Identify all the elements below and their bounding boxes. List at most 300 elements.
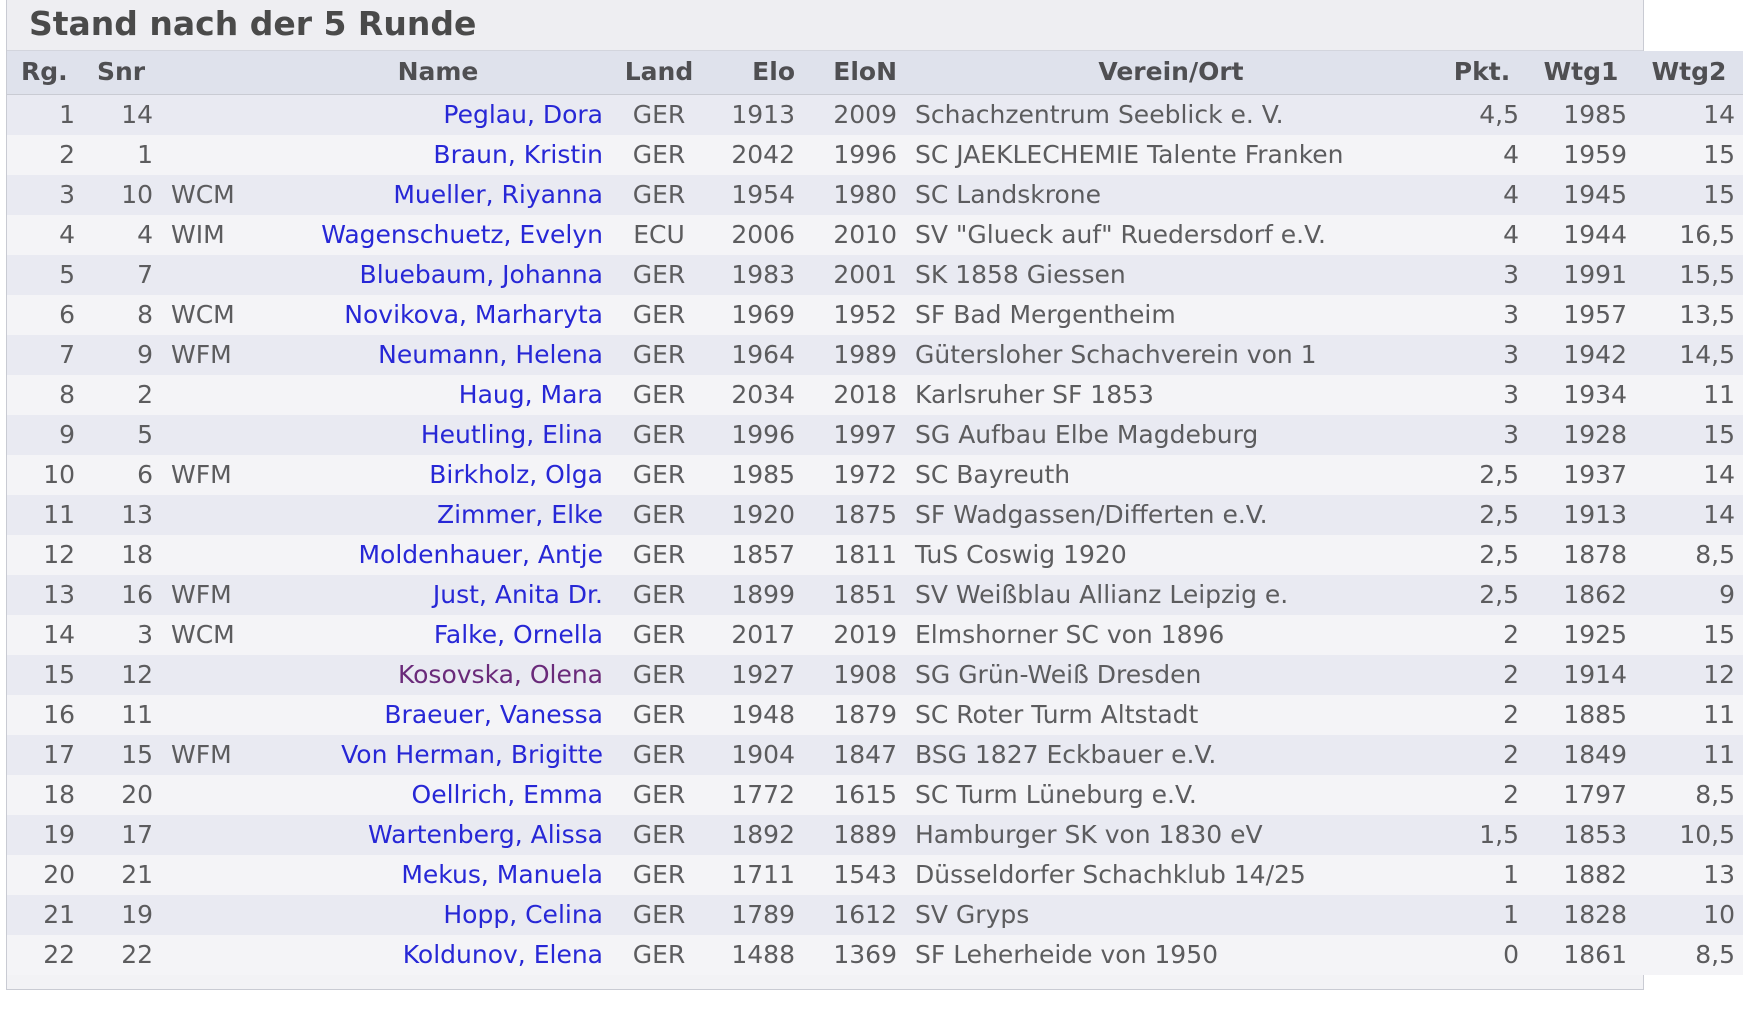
cell-wtg1: 1862: [1527, 575, 1635, 615]
column-header-name[interactable]: Name: [265, 51, 611, 95]
cell-elon: 1997: [803, 415, 905, 455]
cell-rank: 5: [7, 255, 83, 295]
cell-elon: 1369: [803, 935, 905, 975]
column-header-points[interactable]: Pkt.: [1437, 51, 1527, 95]
cell-elon: 1980: [803, 175, 905, 215]
cell-country: GER: [611, 695, 707, 735]
cell-rank: 2: [7, 135, 83, 175]
cell-points: 4,5: [1437, 95, 1527, 136]
table-row: [7, 655, 1743, 695]
table-row: [7, 295, 1743, 335]
cell-snr: 6: [83, 455, 161, 495]
cell-snr: 17: [83, 815, 161, 855]
cell-elo: 1857: [707, 535, 803, 575]
cell-wtg2: 14: [1635, 95, 1743, 136]
cell-wtg2: 15: [1635, 615, 1743, 655]
cell-name: [265, 535, 611, 575]
cell-points: 1: [1437, 855, 1527, 895]
cell-club: SV Gryps: [905, 895, 1437, 935]
cell-elon: 1908: [803, 655, 905, 695]
cell-title: [161, 655, 265, 695]
cell-wtg1: 1928: [1527, 415, 1635, 455]
cell-rank: 16: [7, 695, 83, 735]
cell-title: [161, 375, 265, 415]
cell-country: GER: [611, 135, 707, 175]
cell-title: [161, 415, 265, 455]
player-link[interactable]: Haug, Mara: [458, 380, 603, 409]
cell-elon: 1996: [803, 135, 905, 175]
player-link[interactable]: Zimmer, Elke: [436, 500, 603, 529]
player-link[interactable]: Bluebaum, Johanna: [359, 260, 603, 289]
cell-wtg2: 8,5: [1635, 535, 1743, 575]
table-body: [7, 95, 1743, 976]
cell-title: [161, 95, 265, 136]
cell-rank: 8: [7, 375, 83, 415]
cell-wtg2: 11: [1635, 375, 1743, 415]
cell-country: GER: [611, 935, 707, 975]
cell-rank: 17: [7, 735, 83, 775]
cell-elon: 1615: [803, 775, 905, 815]
cell-wtg2: 14: [1635, 495, 1743, 535]
cell-wtg1: 1882: [1527, 855, 1635, 895]
standings-panel: [6, 0, 1735, 990]
column-header-title[interactable]: [161, 51, 265, 95]
cell-elo: 1969: [707, 295, 803, 335]
cell-country: GER: [611, 495, 707, 535]
cell-wtg2: 13: [1635, 855, 1743, 895]
player-link[interactable]: Moldenhauer, Antje: [358, 540, 603, 569]
cell-name: [265, 815, 611, 855]
cell-name: [265, 375, 611, 415]
cell-snr: 14: [83, 95, 161, 136]
cell-points: 2: [1437, 775, 1527, 815]
cell-elon: 1875: [803, 495, 905, 535]
cell-elo: 1892: [707, 815, 803, 855]
cell-elon: 1972: [803, 455, 905, 495]
cell-title: [161, 895, 265, 935]
cell-wtg1: 1878: [1527, 535, 1635, 575]
cell-points: 3: [1437, 375, 1527, 415]
cell-wtg1: 1885: [1527, 695, 1635, 735]
cell-country: ECU: [611, 215, 707, 255]
cell-elo: 1983: [707, 255, 803, 295]
cell-country: GER: [611, 735, 707, 775]
table-row: [7, 135, 1743, 175]
cell-wtg2: 14,5: [1635, 335, 1743, 375]
cell-elo: 1899: [707, 575, 803, 615]
cell-rank: 10: [7, 455, 83, 495]
player-link[interactable]: Braeuer, Vanessa: [384, 700, 603, 729]
cell-points: 1: [1437, 895, 1527, 935]
cell-elo: 1964: [707, 335, 803, 375]
cell-rank: 13: [7, 575, 83, 615]
cell-club: SC Landskrone: [905, 175, 1437, 215]
cell-elo: 1954: [707, 175, 803, 215]
cell-elo: 1996: [707, 415, 803, 455]
cell-wtg2: 10,5: [1635, 815, 1743, 855]
cell-country: GER: [611, 615, 707, 655]
cell-elo: 2017: [707, 615, 803, 655]
table-row: [7, 335, 1743, 375]
cell-title: [161, 135, 265, 175]
cell-club: SC Roter Turm Altstadt: [905, 695, 1437, 735]
cell-title: [161, 935, 265, 975]
cell-country: GER: [611, 335, 707, 375]
cell-wtg1: 1934: [1527, 375, 1635, 415]
cell-elo: 1488: [707, 935, 803, 975]
cell-wtg1: 1945: [1527, 175, 1635, 215]
column-header-elo[interactable]: Elo: [707, 51, 803, 95]
cell-wtg2: 15: [1635, 135, 1743, 175]
cell-club: Hamburger SK von 1830 eV: [905, 815, 1437, 855]
cell-snr: 7: [83, 255, 161, 295]
cell-elon: 2001: [803, 255, 905, 295]
column-header-wtg2[interactable]: Wtg2: [1635, 51, 1743, 95]
cell-wtg1: 1849: [1527, 735, 1635, 775]
cell-name: [265, 415, 611, 455]
player-link[interactable]: Neumann, Helena: [378, 340, 603, 369]
table-row: [7, 455, 1743, 495]
cell-elon: 1879: [803, 695, 905, 735]
cell-club: SF Leherheide von 1950: [905, 935, 1437, 975]
table-row: [7, 255, 1743, 295]
cell-club: SV "Glueck auf" Ruedersdorf e.V.: [905, 215, 1437, 255]
player-link[interactable]: Heutling, Elina: [420, 420, 603, 449]
cell-elo: 1711: [707, 855, 803, 895]
cell-name: [265, 655, 611, 695]
cell-elon: 1989: [803, 335, 905, 375]
cell-wtg1: 1959: [1527, 135, 1635, 175]
cell-country: GER: [611, 295, 707, 335]
cell-name: [265, 615, 611, 655]
cell-wtg1: 1853: [1527, 815, 1635, 855]
cell-title: WCM: [161, 175, 265, 215]
cell-name: [265, 255, 611, 295]
table-row: [7, 895, 1743, 935]
cell-club: SG Aufbau Elbe Magdeburg: [905, 415, 1437, 455]
title-bar: [7, 0, 1643, 51]
cell-snr: 11: [83, 695, 161, 735]
table-row: [7, 695, 1743, 735]
cell-rank: 9: [7, 415, 83, 455]
header-row: [7, 51, 1743, 95]
cell-wtg2: 13,5: [1635, 295, 1743, 335]
column-header-country[interactable]: Land: [611, 51, 707, 95]
cell-name: [265, 215, 611, 255]
cell-title: WFM: [161, 735, 265, 775]
cell-rank: 14: [7, 615, 83, 655]
cell-name: [265, 335, 611, 375]
cell-snr: 18: [83, 535, 161, 575]
cell-title: [161, 535, 265, 575]
cell-snr: 9: [83, 335, 161, 375]
cell-snr: 5: [83, 415, 161, 455]
cell-club: Schachzentrum Seeblick e. V.: [905, 95, 1437, 136]
cell-wtg2: 10: [1635, 895, 1743, 935]
cell-elo: 1913: [707, 95, 803, 136]
cell-title: [161, 695, 265, 735]
player-link[interactable]: Koldunov, Elena: [402, 940, 603, 969]
cell-points: 0: [1437, 935, 1527, 975]
table-row: [7, 615, 1743, 655]
cell-points: 2,5: [1437, 575, 1527, 615]
page-title: Stand nach der 5 Runde: [29, 4, 477, 43]
cell-wtg1: 1991: [1527, 255, 1635, 295]
cell-elo: 1927: [707, 655, 803, 695]
cell-title: [161, 255, 265, 295]
cell-name: [265, 495, 611, 535]
cell-club: SK 1858 Giessen: [905, 255, 1437, 295]
cell-country: GER: [611, 535, 707, 575]
cell-wtg1: 1797: [1527, 775, 1635, 815]
cell-elon: 1811: [803, 535, 905, 575]
cell-name: [265, 135, 611, 175]
cell-points: 4: [1437, 175, 1527, 215]
cell-elon: 2010: [803, 215, 905, 255]
table-row: [7, 175, 1743, 215]
panel-footer-spacer: [7, 975, 1643, 989]
cell-wtg1: 1942: [1527, 335, 1635, 375]
cell-wtg2: 16,5: [1635, 215, 1743, 255]
column-header-snr[interactable]: Snr: [83, 51, 161, 95]
table-row: [7, 775, 1743, 815]
cell-points: 2,5: [1437, 495, 1527, 535]
cell-wtg2: 15: [1635, 175, 1743, 215]
cell-wtg1: 1828: [1527, 895, 1635, 935]
cell-name: [265, 575, 611, 615]
table-row: [7, 415, 1743, 455]
cell-snr: 12: [83, 655, 161, 695]
cell-rank: 18: [7, 775, 83, 815]
cell-snr: 3: [83, 615, 161, 655]
cell-wtg1: 1944: [1527, 215, 1635, 255]
cell-snr: 19: [83, 895, 161, 935]
cell-elo: 2006: [707, 215, 803, 255]
cell-country: GER: [611, 375, 707, 415]
cell-elo: 2042: [707, 135, 803, 175]
cell-points: 3: [1437, 335, 1527, 375]
cell-title: WIM: [161, 215, 265, 255]
cell-name: [265, 175, 611, 215]
cell-club: SC JAEKLECHEMIE Talente Franken: [905, 135, 1437, 175]
cell-country: GER: [611, 575, 707, 615]
cell-elon: 2019: [803, 615, 905, 655]
cell-wtg2: 12: [1635, 655, 1743, 695]
cell-rank: 21: [7, 895, 83, 935]
cell-points: 3: [1437, 415, 1527, 455]
cell-points: 4: [1437, 215, 1527, 255]
cell-elon: 1612: [803, 895, 905, 935]
cell-club: BSG 1827 Eckbauer e.V.: [905, 735, 1437, 775]
player-link[interactable]: Kosovska, Olena: [397, 660, 603, 689]
cell-points: 2: [1437, 615, 1527, 655]
table-header: [7, 51, 1743, 95]
cell-name: [265, 295, 611, 335]
player-link[interactable]: Birkholz, Olga: [429, 460, 603, 489]
cell-points: 3: [1437, 255, 1527, 295]
cell-rank: 3: [7, 175, 83, 215]
table-row: [7, 535, 1743, 575]
cell-elo: 1920: [707, 495, 803, 535]
cell-wtg2: 8,5: [1635, 775, 1743, 815]
cell-title: [161, 775, 265, 815]
cell-club: SF Wadgassen/Differten e.V.: [905, 495, 1437, 535]
player-link[interactable]: Just, Anita Dr.: [432, 580, 603, 609]
player-link[interactable]: Wagenschuetz, Evelyn: [321, 220, 603, 249]
cell-name: [265, 895, 611, 935]
cell-club: SG Grün-Weiß Dresden: [905, 655, 1437, 695]
cell-snr: 13: [83, 495, 161, 535]
cell-elo: 1772: [707, 775, 803, 815]
cell-club: Elmshorner SC von 1896: [905, 615, 1437, 655]
cell-club: Karlsruher SF 1853: [905, 375, 1437, 415]
cell-club: SC Turm Lüneburg e.V.: [905, 775, 1437, 815]
column-header-elon[interactable]: EloN: [803, 51, 905, 95]
cell-points: 2: [1437, 695, 1527, 735]
cell-club: TuS Coswig 1920: [905, 535, 1437, 575]
cell-elo: 1948: [707, 695, 803, 735]
cell-country: GER: [611, 655, 707, 695]
cell-title: WFM: [161, 335, 265, 375]
cell-elon: 1847: [803, 735, 905, 775]
cell-name: [265, 95, 611, 136]
cell-rank: 1: [7, 95, 83, 136]
cell-snr: 21: [83, 855, 161, 895]
cell-points: 2: [1437, 655, 1527, 695]
table-row: [7, 855, 1743, 895]
cell-rank: 15: [7, 655, 83, 695]
table-row: [7, 95, 1743, 136]
cell-elon: 1851: [803, 575, 905, 615]
cell-elon: 1952: [803, 295, 905, 335]
cell-wtg1: 1925: [1527, 615, 1635, 655]
player-link[interactable]: Von Herman, Brigitte: [341, 740, 603, 769]
cell-wtg2: 8,5: [1635, 935, 1743, 975]
cell-name: [265, 855, 611, 895]
cell-club: SV Weißblau Allianz Leipzig e.: [905, 575, 1437, 615]
cell-wtg1: 1937: [1527, 455, 1635, 495]
cell-snr: 16: [83, 575, 161, 615]
cell-elo: 1789: [707, 895, 803, 935]
cell-snr: 22: [83, 935, 161, 975]
cell-name: [265, 735, 611, 775]
cell-snr: 20: [83, 775, 161, 815]
cell-country: GER: [611, 455, 707, 495]
player-link[interactable]: Mekus, Manuela: [401, 860, 603, 889]
column-header-wtg1[interactable]: Wtg1: [1527, 51, 1635, 95]
cell-rank: 12: [7, 535, 83, 575]
cell-wtg2: 9: [1635, 575, 1743, 615]
cell-rank: 7: [7, 335, 83, 375]
cell-snr: 4: [83, 215, 161, 255]
cell-country: GER: [611, 775, 707, 815]
cell-club: SC Bayreuth: [905, 455, 1437, 495]
cell-snr: 2: [83, 375, 161, 415]
table-row: [7, 735, 1743, 775]
cell-elo: 1904: [707, 735, 803, 775]
cell-wtg2: 14: [1635, 455, 1743, 495]
cell-wtg2: 11: [1635, 735, 1743, 775]
cell-title: [161, 495, 265, 535]
table-row: [7, 215, 1743, 255]
player-link[interactable]: Braun, Kristin: [433, 140, 603, 169]
cell-country: GER: [611, 415, 707, 455]
cell-points: 2: [1437, 735, 1527, 775]
cell-elon: 1889: [803, 815, 905, 855]
cell-title: [161, 855, 265, 895]
player-link[interactable]: Novikova, Marharyta: [344, 300, 603, 329]
cell-snr: 10: [83, 175, 161, 215]
cell-rank: 22: [7, 935, 83, 975]
cell-wtg2: 11: [1635, 695, 1743, 735]
cell-elo: 1985: [707, 455, 803, 495]
cell-title: WFM: [161, 455, 265, 495]
cell-name: [265, 775, 611, 815]
standings-table: [7, 51, 1743, 975]
cell-elo: 2034: [707, 375, 803, 415]
table-row: [7, 375, 1743, 415]
cell-rank: 20: [7, 855, 83, 895]
cell-points: 2,5: [1437, 535, 1527, 575]
cell-wtg2: 15,5: [1635, 255, 1743, 295]
cell-points: 1,5: [1437, 815, 1527, 855]
cell-club: Gütersloher Schachverein von 1: [905, 335, 1437, 375]
cell-wtg1: 1914: [1527, 655, 1635, 695]
cell-country: GER: [611, 95, 707, 136]
cell-points: 3: [1437, 295, 1527, 335]
cell-country: GER: [611, 895, 707, 935]
player-link[interactable]: Hopp, Celina: [443, 900, 603, 929]
column-header-rank[interactable]: Rg.: [7, 51, 83, 95]
cell-name: [265, 935, 611, 975]
cell-points: 4: [1437, 135, 1527, 175]
table-row: [7, 495, 1743, 535]
table-row: [7, 935, 1743, 975]
cell-wtg1: 1861: [1527, 935, 1635, 975]
player-link[interactable]: Wartenberg, Alissa: [368, 820, 603, 849]
cell-rank: 19: [7, 815, 83, 855]
cell-club: SF Bad Mergentheim: [905, 295, 1437, 335]
player-link[interactable]: Falke, Ornella: [433, 620, 603, 649]
cell-snr: 8: [83, 295, 161, 335]
cell-wtg1: 1913: [1527, 495, 1635, 535]
cell-country: GER: [611, 815, 707, 855]
cell-name: [265, 455, 611, 495]
cell-wtg1: 1985: [1527, 95, 1635, 136]
cell-country: GER: [611, 255, 707, 295]
cell-elon: 2009: [803, 95, 905, 136]
cell-rank: 11: [7, 495, 83, 535]
cell-rank: 6: [7, 295, 83, 335]
player-link[interactable]: Mueller, Riyanna: [393, 180, 603, 209]
cell-points: 2,5: [1437, 455, 1527, 495]
cell-elon: 2018: [803, 375, 905, 415]
cell-snr: 1: [83, 135, 161, 175]
column-header-club[interactable]: Verein/Ort: [905, 51, 1437, 95]
cell-title: WCM: [161, 615, 265, 655]
cell-name: [265, 695, 611, 735]
cell-title: WFM: [161, 575, 265, 615]
cell-country: GER: [611, 855, 707, 895]
cell-country: GER: [611, 175, 707, 215]
cell-title: WCM: [161, 295, 265, 335]
cell-title: [161, 815, 265, 855]
table-row: [7, 815, 1743, 855]
cell-snr: 15: [83, 735, 161, 775]
player-link[interactable]: Peglau, Dora: [443, 100, 603, 129]
cell-wtg1: 1957: [1527, 295, 1635, 335]
player-link[interactable]: Oellrich, Emma: [411, 780, 603, 809]
